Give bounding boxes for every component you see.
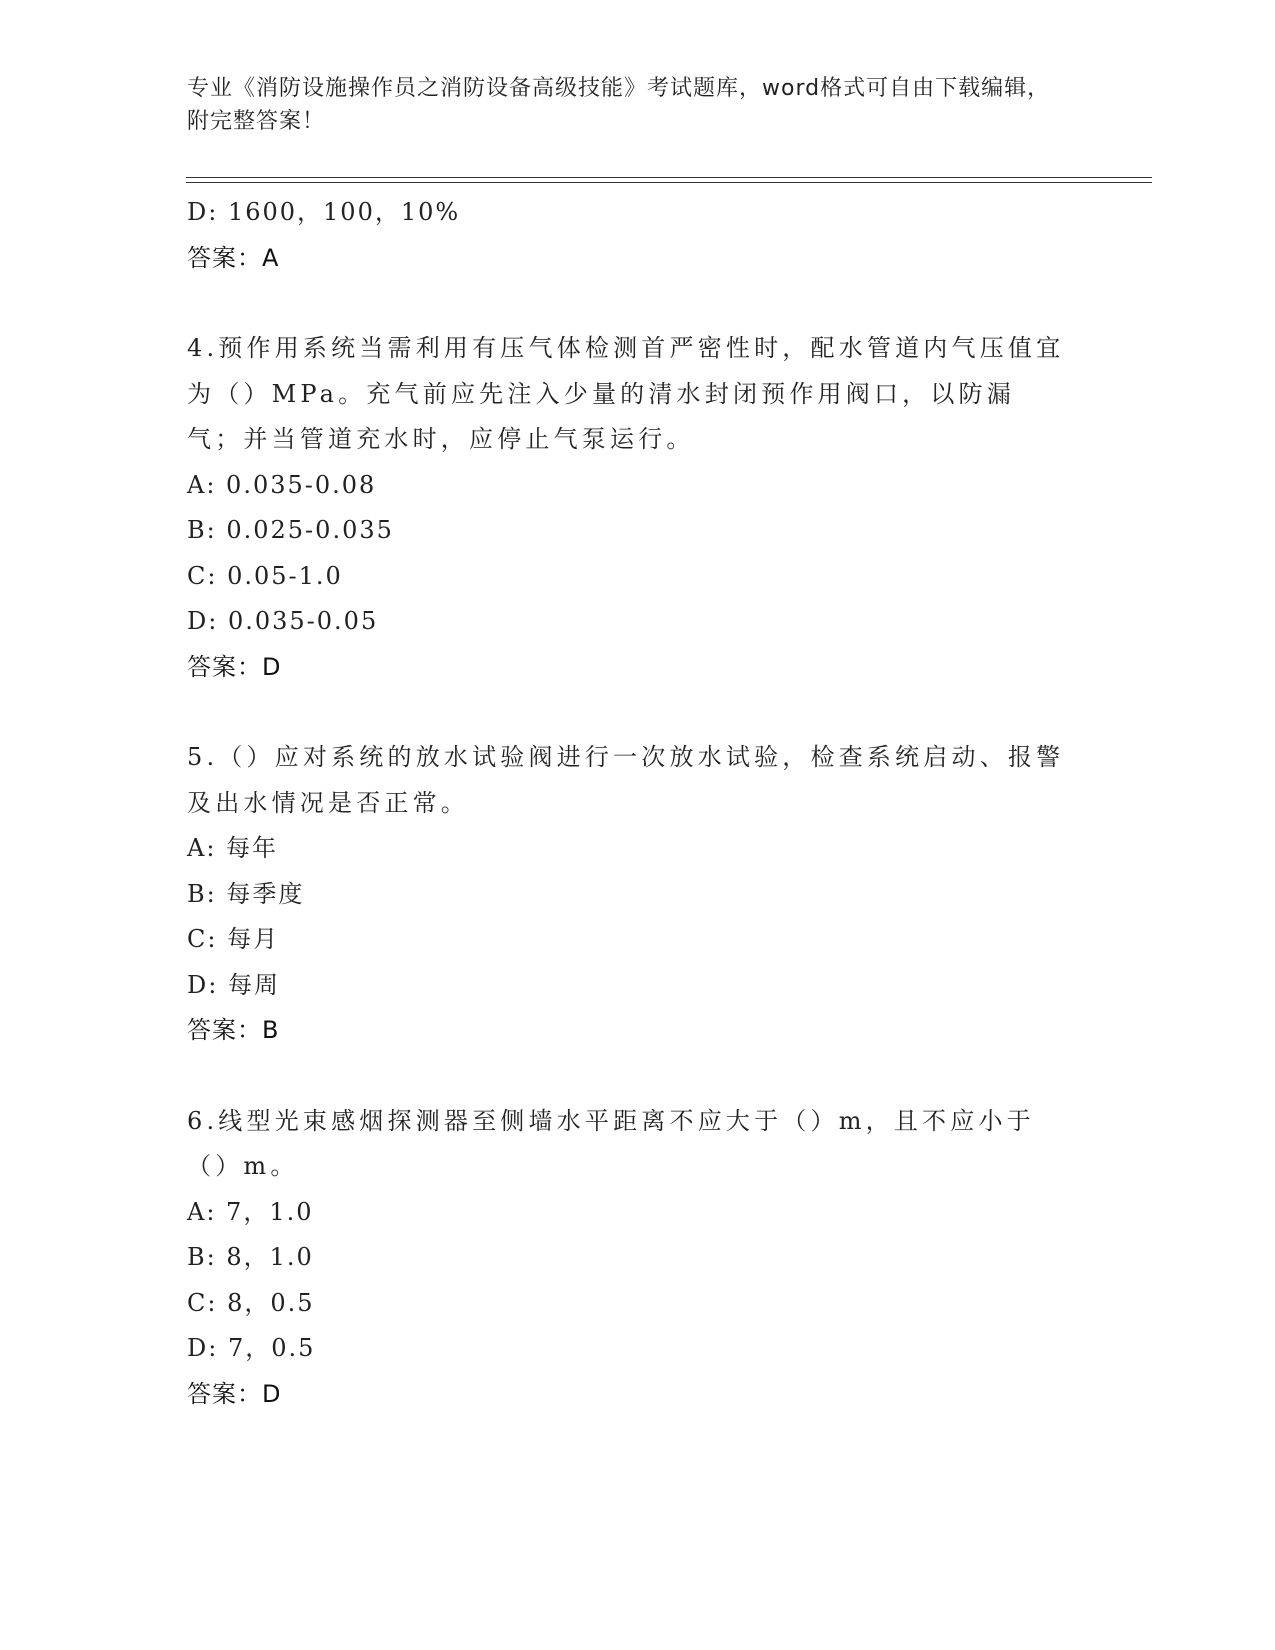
header-divider-bottom (186, 182, 1152, 183)
document-header: 专业《消防设施操作员之消防设备高级技能》考试题库，word格式可自由下载编辑，附完整答案！ (187, 76, 1051, 134)
question-4 (187, 326, 1087, 690)
option-a: A: 0.035-0.08 (187, 470, 377, 499)
question-stem: 6.线型光束感烟探测器至侧墙水平距离不应大于（）m，且不应小于（）m。 (187, 1106, 1035, 1180)
answer-line: 答案：B (187, 1016, 280, 1044)
question-stem: 4.预作用系统当需利用有压气体检测首严密性时，配水管道内气压值宜为（）MPa。充气前应先注入少量的清水封闭预作用阀口，以防漏气；并当管道充水时，应停止气泵运行。 (187, 334, 1065, 453)
option-b: B: 每季度 (187, 879, 305, 908)
answer-line: 答案：D (187, 652, 282, 681)
option-b: B: 0.025-0.035 (187, 516, 394, 544)
question-stem: 5.（）应对系统的放水试验阀进行一次放水试验，检查系统启动、报警及出水情况是否正常。 (187, 743, 1065, 817)
option-c: C: 0.05-1.0 (187, 561, 343, 590)
option-d: D: 0.035-0.05 (187, 607, 379, 635)
previous-question-tail (187, 190, 1087, 281)
answer-line: 答案：A (187, 243, 280, 272)
option-a: A: 7，1.0 (187, 1197, 314, 1226)
document-body (187, 190, 1087, 1417)
answer-line: 答案：D (187, 1379, 282, 1408)
option-d: D: 每周 (187, 970, 280, 999)
header-divider-top (186, 177, 1152, 178)
question-5 (187, 735, 1087, 1054)
question-6 (187, 1099, 1087, 1418)
option-b: B: 8，1.0 (187, 1243, 314, 1271)
option-a: A: 每年 (187, 834, 279, 862)
option-c: C: 8，0.5 (187, 1288, 315, 1317)
option-c: C: 每月 (187, 925, 280, 953)
option-d: D: 7，0.5 (187, 1334, 316, 1362)
option-d: D: 1600，100，10% (187, 198, 461, 226)
